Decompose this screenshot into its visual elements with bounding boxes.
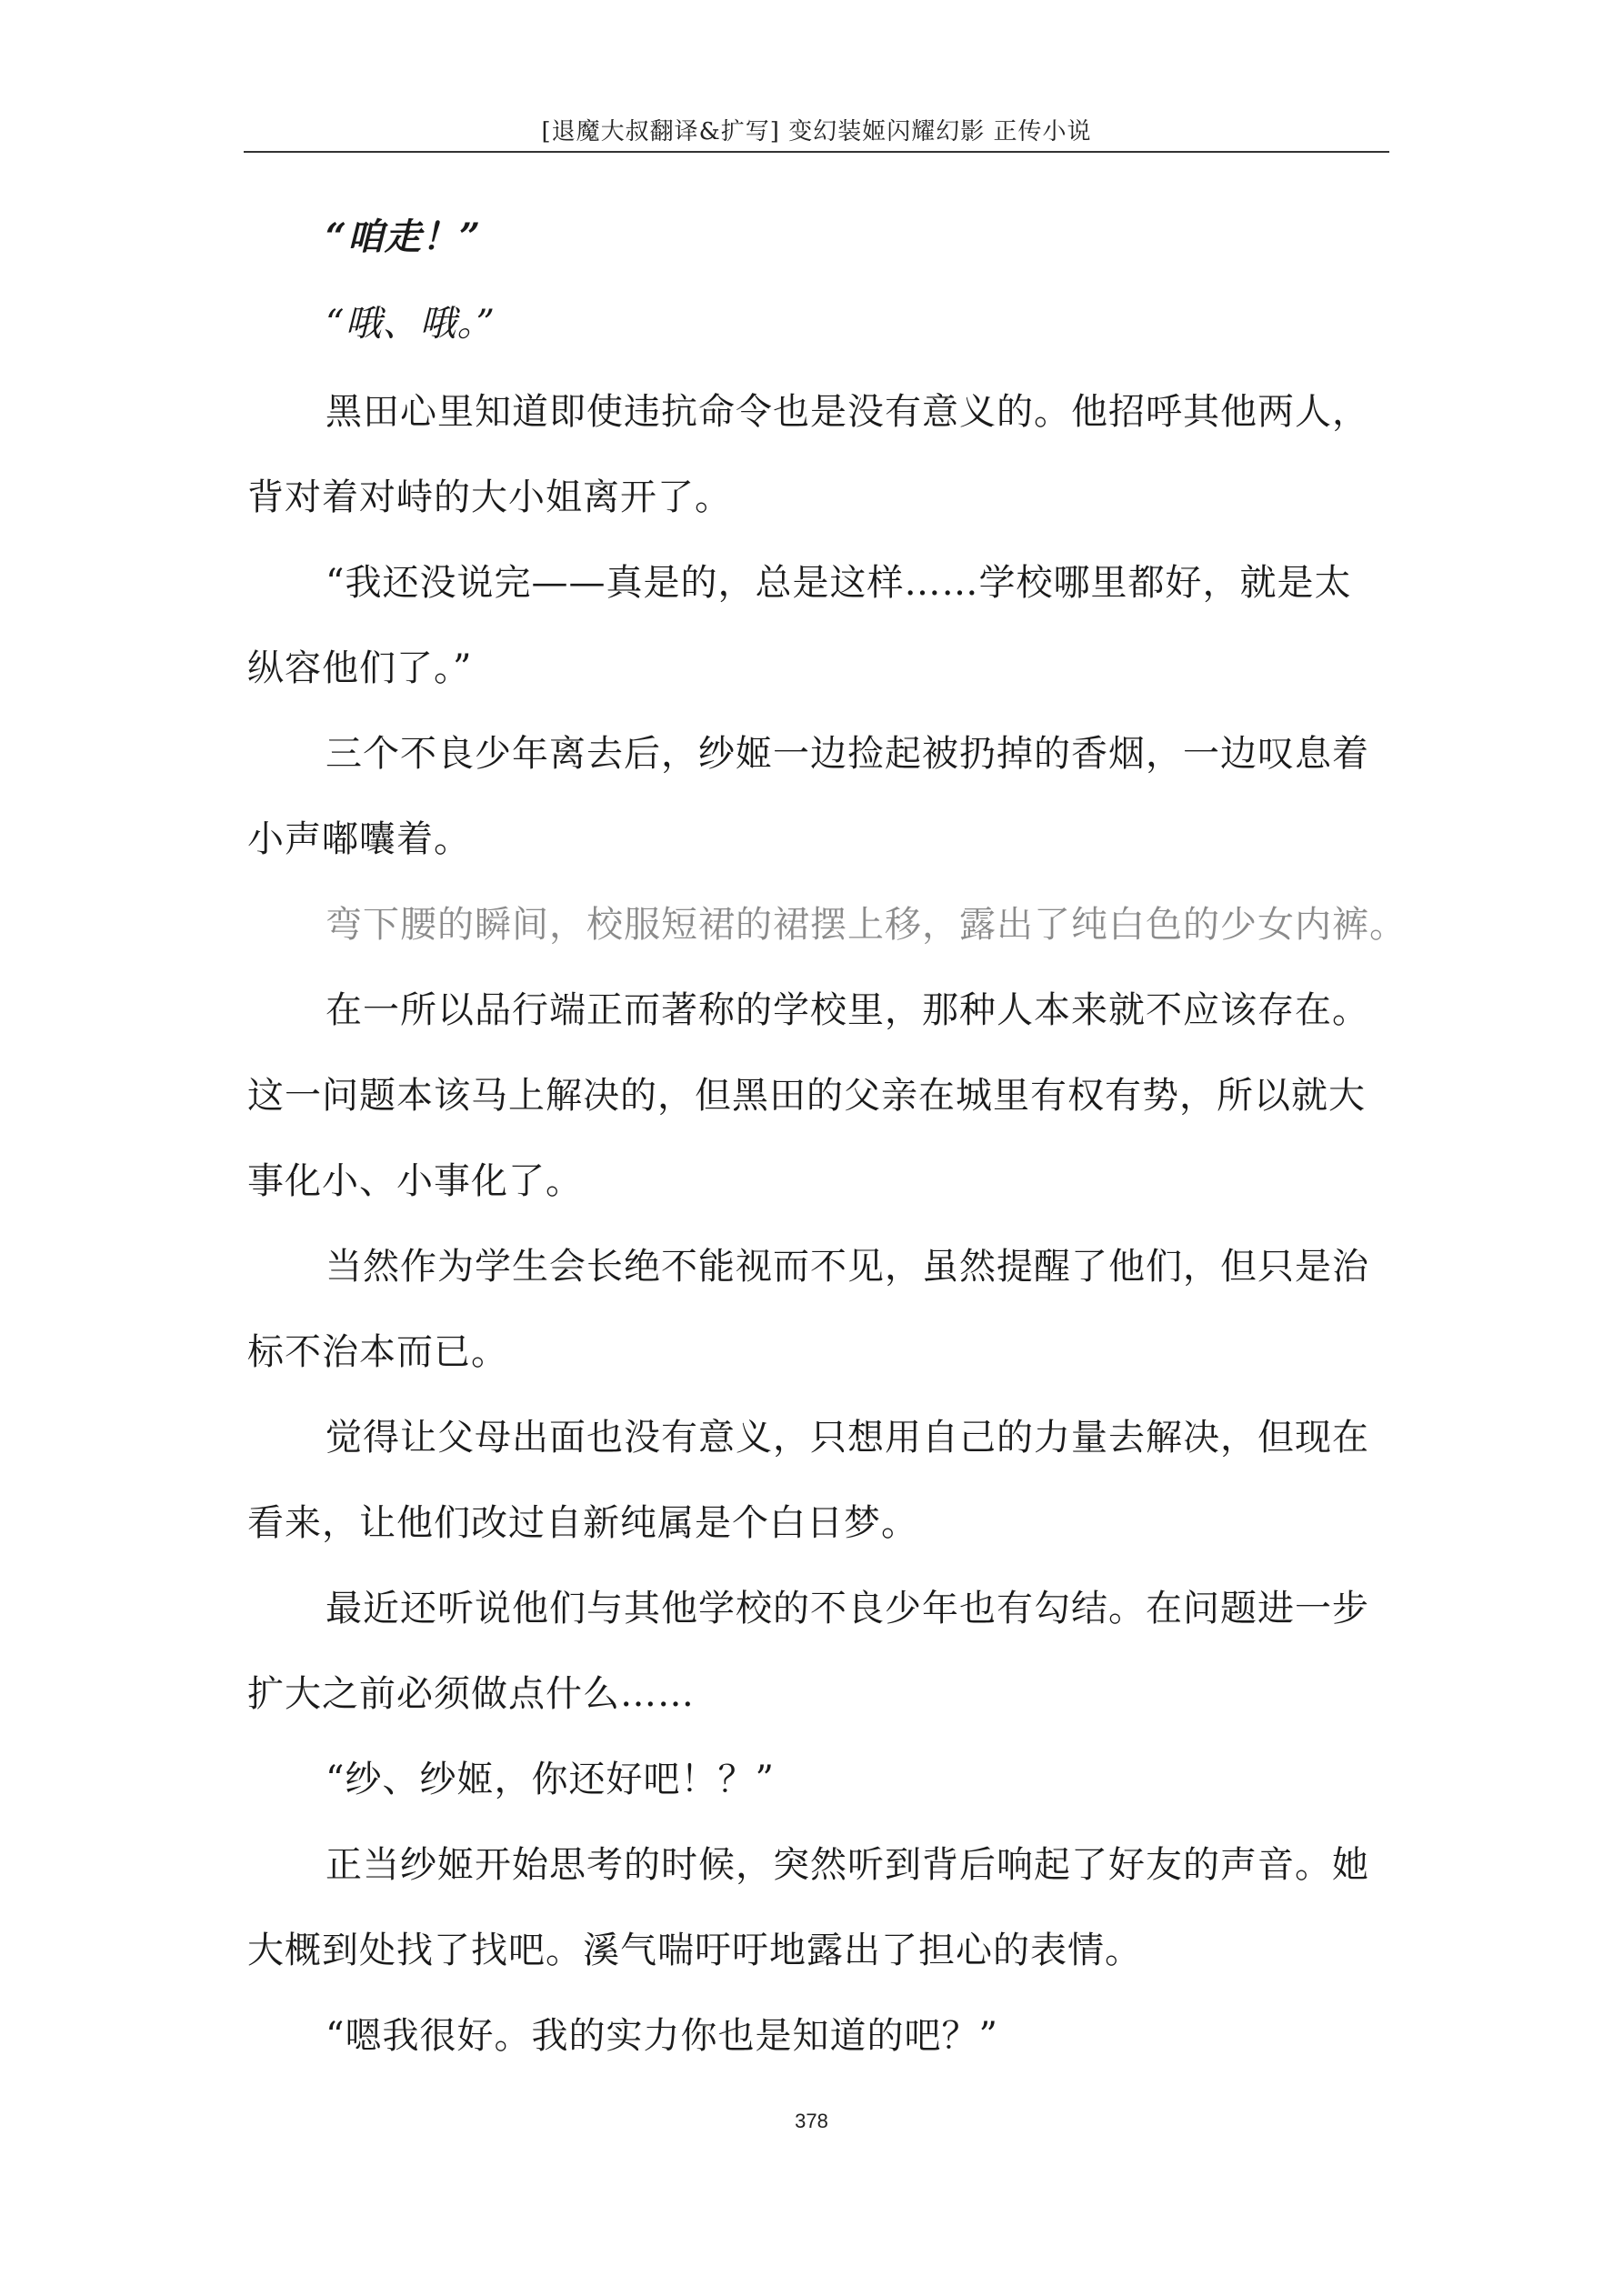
dialogue-line: “纱、纱姬，你还好吧！？” bbox=[326, 1759, 775, 1800]
paragraph-line: 标不治本而已。 bbox=[247, 1331, 508, 1373]
paragraph-line-faded: 弯下腰的瞬间，校服短裙的裙摆上移，露出了纯白色的少女内裤。 bbox=[326, 904, 1407, 946]
paragraph-line: “我还没说完——真是的，总是这样……学校哪里都好，就是太 bbox=[326, 562, 1352, 604]
paragraph-line: 大概到处找了找吧。溪气喘吁吁地露出了担心的表情。 bbox=[247, 1930, 1142, 1971]
running-header: [退魔大叔翻译&扩写] 变幻装姬闪耀幻影 正传小说 bbox=[541, 118, 1092, 145]
paragraph-line: 背对着对峙的大小姐离开了。 bbox=[247, 476, 732, 518]
paragraph-line: 三个不良少年离去后，纱姬一边捡起被扔掉的香烟，一边叹息着 bbox=[326, 733, 1369, 775]
paragraph-line: 在一所以品行端正而著称的学校里，那种人本来就不应该存在。 bbox=[326, 989, 1369, 1031]
page-number: 378 bbox=[795, 2110, 828, 2132]
paragraph-line: 扩大之前必须做点什么…… bbox=[247, 1673, 695, 1715]
dialogue-line: “咱走！” bbox=[326, 216, 482, 258]
paragraph-line: 最近还听说他们与其他学校的不良少年也有勾结。在问题进一步 bbox=[326, 1588, 1369, 1629]
paragraph-line: 正当纱姬开始思考的时候，突然听到背后响起了好友的声音。她 bbox=[326, 1844, 1369, 1886]
paragraph-line: 觉得让父母出面也没有意义，只想用自己的力量去解决，但现在 bbox=[326, 1417, 1369, 1459]
paragraph-line: 当然作为学生会长绝不能视而不见，虽然提醒了他们，但只是治 bbox=[326, 1246, 1369, 1288]
paragraph-line: 黑田心里知道即使违抗命令也是没有意义的。他招呼其他两人， bbox=[326, 391, 1369, 433]
paragraph-line: 这一问题本该马上解决的，但黑田的父亲在城里有权有势，所以就大 bbox=[247, 1075, 1366, 1117]
paragraph-line: 小声嘟囔着。 bbox=[247, 818, 471, 860]
header-rule bbox=[244, 151, 1389, 153]
dialogue-line: “嗯我很好。我的实力你也是知道的吧？” bbox=[326, 2015, 998, 2057]
dialogue-line: “哦、哦。” bbox=[326, 303, 496, 345]
paragraph-line: 事化小、小事化了。 bbox=[247, 1160, 583, 1202]
paragraph-line: 看来，让他们改过自新纯属是个白日梦。 bbox=[247, 1502, 918, 1544]
paragraph-line: 纵容他们了。” bbox=[247, 647, 473, 689]
